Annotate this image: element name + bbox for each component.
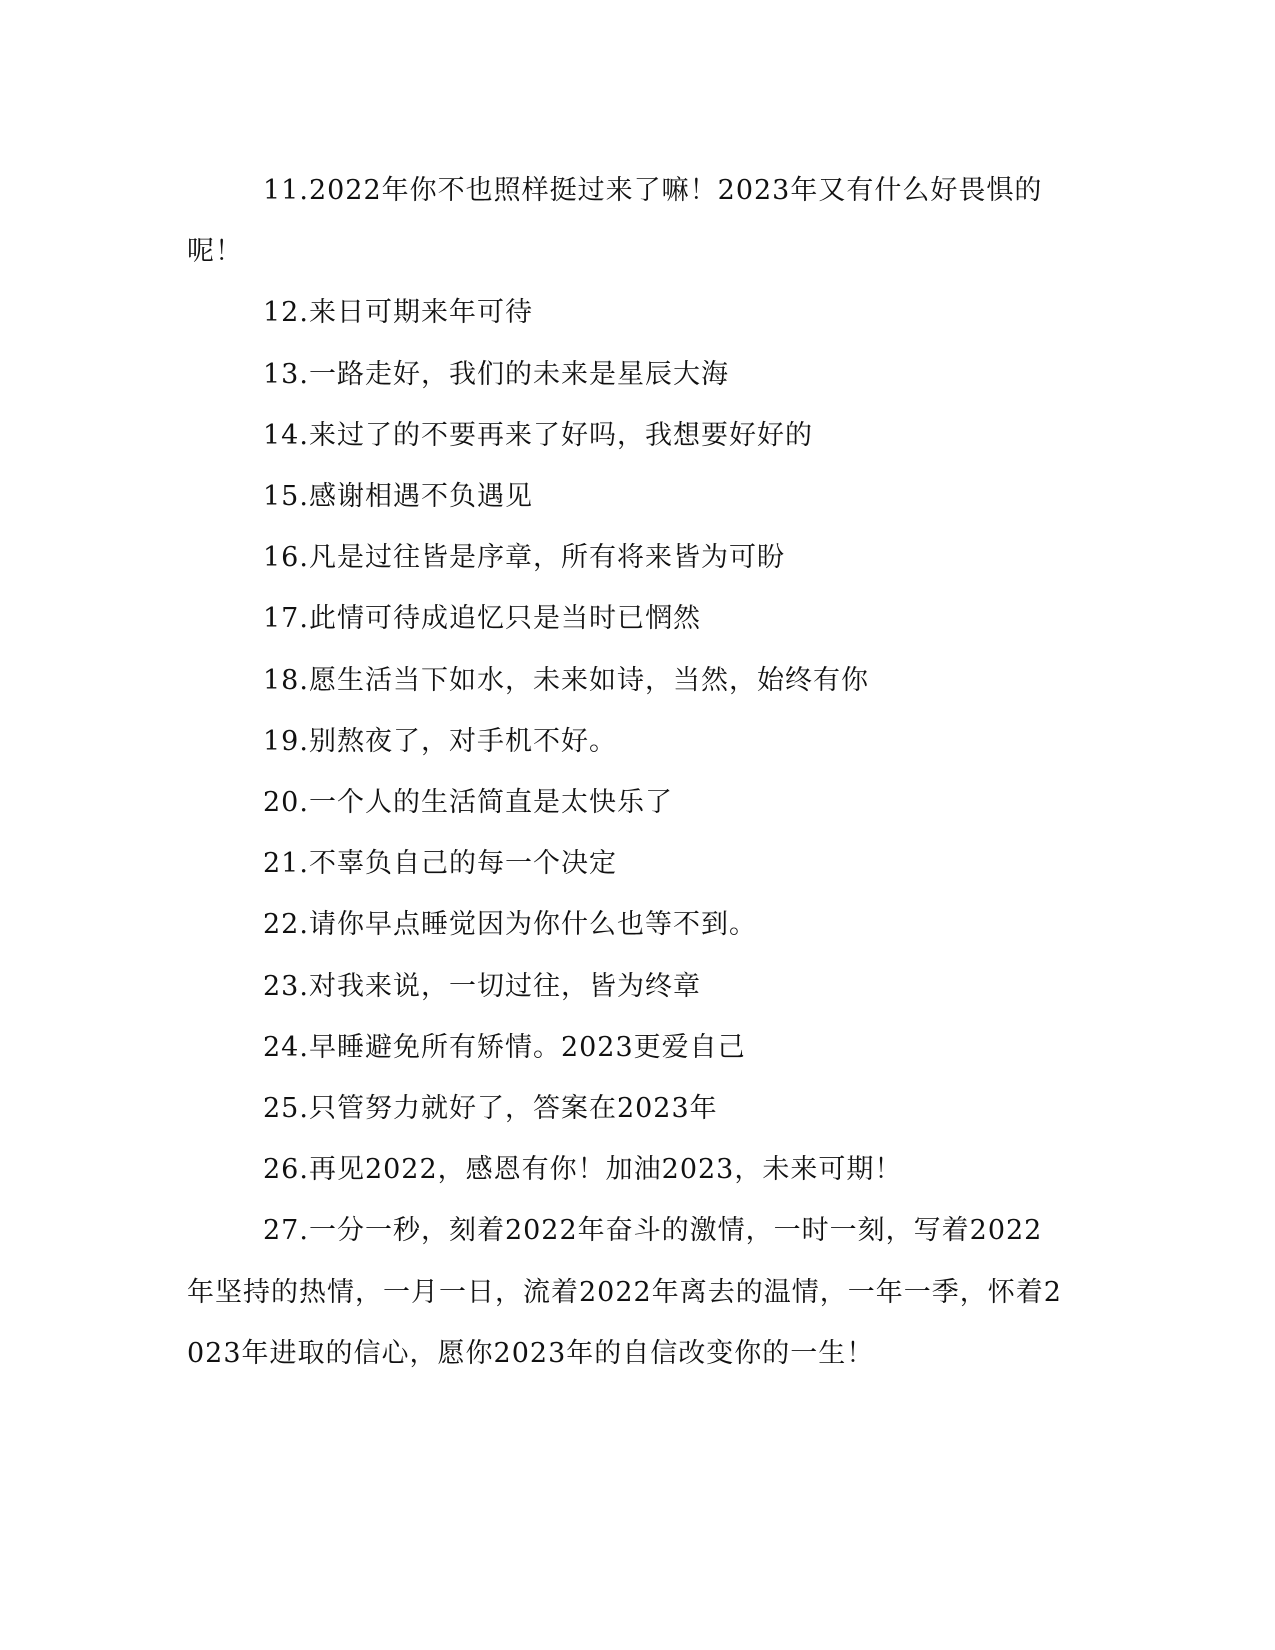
paragraph-22: 22.请你早点睡觉因为你什么也等不到。 [263, 909, 757, 941]
paragraph-12: 12.来日可期来年可待 [263, 297, 533, 329]
paragraph-26: 26.再见2022，感恩有你！加油2023，未来可期！ [263, 1154, 903, 1186]
paragraph-14: 14.来过了的不要再来了好吗，我想要好好的 [263, 419, 813, 451]
paragraph-16: 16.凡是过往皆是序章，所有将来皆为可盼 [263, 542, 785, 574]
paragraph-13: 13.一路走好，我们的未来是星辰大海 [263, 358, 729, 390]
paragraph-27: 27.一分一秒，刻着2022年奋斗的激情，一时一刻，写着2022年坚持的热情，一月一日，流着2022年离去的温情，一年一季，怀着2023年进取的信心，愿你2023年的自信改变你的一生！ [187, 1215, 1062, 1369]
paragraph-11: 11.2022年你不也照样挺过来了嘛！2023年又有什么好畏惧的呢！ [187, 175, 1043, 268]
paragraph-15: 15.感谢相遇不负遇见 [263, 481, 533, 513]
paragraph-21: 21.不辜负自己的每一个决定 [263, 848, 617, 880]
paragraph-19: 19.别熬夜了，对手机不好。 [263, 725, 617, 757]
document-body [187, 160, 1067, 1384]
paragraph-24: 24.早睡避免所有矫情。2023更爱自己 [263, 1031, 746, 1063]
paragraph-25: 25.只管努力就好了，答案在2023年 [263, 1093, 718, 1125]
paragraph-17: 17.此情可待成追忆只是当时已惘然 [263, 603, 701, 635]
paragraph-20: 20.一个人的生活简直是太快乐了 [263, 787, 673, 819]
paragraph-18: 18.愿生活当下如水，未来如诗，当然，始终有你 [263, 664, 869, 696]
paragraph-23: 23.对我来说，一切过往，皆为终章 [263, 970, 701, 1002]
